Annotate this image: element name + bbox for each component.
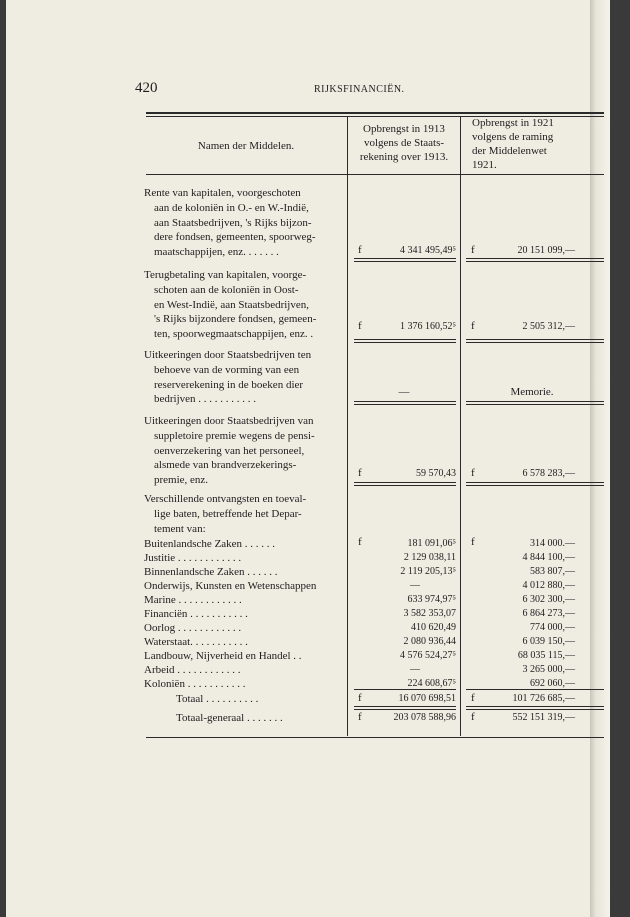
currency-mark: f [358, 692, 362, 704]
header-line: Opbrengst in 1913 [363, 123, 445, 135]
list-item-label: Arbeid . . . . . . . . . . . . [144, 664, 241, 676]
currency-mark: f [358, 320, 362, 332]
list-item-1921: 6 864 273,— [522, 608, 575, 619]
sum-rule [466, 342, 604, 343]
sum-rule [354, 706, 456, 707]
currency-mark: f [471, 711, 475, 723]
row-text-line: Rente van kapitalen, voorgeschoten [144, 187, 301, 199]
row-text-line: oenverzekering van het personeel, [154, 444, 305, 457]
sum-rule [466, 404, 604, 405]
list-item-label: Binnenlandsche Zaken . . . . . . [144, 566, 278, 578]
book-page [6, 0, 610, 917]
row-text-line: Verschillende ontvangsten en toeval- [144, 493, 307, 505]
currency-mark: f [358, 467, 362, 479]
currency-mark: f [471, 536, 475, 548]
list-item-label: Koloniën . . . . . . . . . . . [144, 678, 246, 690]
currency-mark: f [471, 467, 475, 479]
list-item-1921: 4 844 100,— [522, 552, 575, 563]
sum-rule [466, 485, 604, 486]
row-text-line: ten, spoorwegmaatschappijen, enz. . [154, 328, 314, 341]
sum-rule [466, 709, 604, 710]
list-item-1921: 314 000.— [530, 538, 575, 549]
list-item-label: Oorlog . . . . . . . . . . . . [144, 622, 242, 634]
list-item-1921: 774 000,— [530, 622, 575, 633]
row-text-line: en West-Indië, aan Staatsbedrijven, [154, 298, 309, 311]
currency-mark: f [471, 692, 475, 704]
page-number: 420 [135, 80, 158, 96]
value-1921: Memorie. [510, 386, 554, 398]
sum-rule [354, 709, 456, 710]
table-row [144, 268, 346, 342]
value-1913: 4 341 495,49⁵ [400, 245, 456, 256]
table-row [144, 414, 346, 488]
row-text-line: maatschappijen, enz. . . . . . . [154, 246, 279, 259]
row-text-line: aan de koloniën in O.- en W.-Indië, [154, 201, 309, 214]
row-text-line: behoeve van de vorming van een [154, 363, 300, 376]
list-item-1921: 68 035 115,— [517, 650, 575, 661]
list-item-1913: 4 576 524,27⁵ [400, 650, 456, 661]
list-item-label: Buitenlandsche Zaken . . . . . . [144, 538, 276, 550]
row-text-line: alsmede van brandverzekerings- [154, 459, 297, 472]
currency-mark: f [471, 244, 475, 256]
sum-rule [354, 689, 456, 690]
table-top-rule [146, 112, 604, 114]
list-item-1921: 692 060,— [530, 678, 575, 689]
sum-rule [466, 401, 604, 402]
sum-rule [466, 339, 604, 340]
list-item-label: Justitie . . . . . . . . . . . . [144, 552, 242, 564]
list-item-1913: 3 582 353,07 [403, 608, 456, 619]
list-item-1913: 2 129 038,11 [403, 552, 456, 563]
header-line: volgens de raming [472, 131, 554, 143]
table-row [144, 186, 346, 260]
header-line: rekening over 1913. [359, 151, 449, 163]
list-item-1921: 6 039 150,— [522, 636, 575, 647]
list-item-1913: 181 091,06⁵ [407, 538, 456, 549]
currency-mark: f [471, 320, 475, 332]
running-head: RIJKSFINANCIËN. [314, 84, 405, 95]
sum-rule [354, 482, 456, 483]
list-item-label: Marine . . . . . . . . . . . . [144, 594, 242, 606]
header-bottom-rule [146, 174, 604, 175]
misc-intro [144, 492, 346, 536]
header-line: 1921. [472, 159, 497, 171]
row-text-line: aan Staatsbedrijven, 's Rijks bijzon- [154, 216, 312, 229]
sum-rule [354, 258, 456, 259]
sum-rule [466, 258, 604, 259]
value-1921: 6 578 283,— [522, 468, 575, 479]
row-text-line: schoten aan de koloniën in Oost- [154, 283, 299, 296]
table-row [144, 348, 346, 407]
row-text-line: suppletoire premie wegens de pensi- [154, 429, 315, 442]
list-item-label: Waterstaat. . . . . . . . . . . [144, 636, 248, 648]
value-1921: 20 151 099,— [517, 245, 575, 256]
total-1921: 101 726 685,— [512, 693, 575, 704]
sum-rule [466, 261, 604, 262]
sum-rule [466, 706, 604, 707]
table-bottom-rule [146, 737, 604, 738]
row-text-line: dere fondsen, gemeenten, spoorweg- [154, 231, 316, 244]
list-item-1921: 3 265 000,— [522, 664, 575, 675]
list-item-1921: 4 012 880,— [522, 580, 575, 591]
row-text-line: reserverekening in de boeken dier [154, 378, 304, 391]
column-header-name: Namen der Middelen. [197, 140, 295, 152]
column-header-1913 [349, 122, 459, 164]
header-line: volgens de Staats- [363, 137, 445, 149]
row-text-line: Terugbetaling van kapitalen, voorge- [144, 269, 307, 281]
sum-rule [354, 404, 456, 405]
sum-rule [466, 482, 604, 483]
row-text-line: premie, enz. [154, 474, 209, 487]
currency-mark: f [358, 536, 362, 548]
list-item-1913: 2 119 205,13⁵ [400, 566, 456, 577]
sum-rule [466, 689, 604, 690]
column-divider-2 [460, 116, 461, 736]
value-1913: 59 570,43 [416, 468, 456, 479]
row-text-line: tement van: [154, 522, 206, 535]
grand-total-1921: 552 151 319,— [512, 712, 575, 723]
total-1913: 16 070 698,51 [398, 693, 456, 704]
list-item-1913: — [410, 664, 420, 675]
sum-rule [354, 339, 456, 340]
list-item-label: Onderwijs, Kunsten en Wetenschappen [144, 580, 317, 592]
header-line: Opbrengst in 1921 [472, 117, 554, 129]
sum-rule [354, 401, 456, 402]
list-item-1921: 6 302 300,— [522, 594, 575, 605]
list-item-label: Landbouw, Nijverheid en Handel . . [144, 650, 302, 662]
grand-total-label: Totaal-generaal . . . . . . . [176, 712, 283, 724]
row-text-line: bedrijven . . . . . . . . . . . [154, 393, 257, 406]
total-label: Totaal . . . . . . . . . . [176, 693, 259, 705]
row-text-line: 's Rijks bijzondere fondsen, gemeen- [154, 313, 317, 326]
header-line: der Middelenwet [472, 145, 547, 157]
list-item-label: Financiën . . . . . . . . . . . [144, 608, 248, 620]
value-1913: — [398, 386, 410, 398]
currency-mark: f [358, 711, 362, 723]
value-1913: 1 376 160,52⁵ [400, 321, 456, 332]
currency-mark: f [358, 244, 362, 256]
column-divider-1 [347, 116, 348, 736]
list-item-1913: 2 080 936,44 [403, 636, 456, 647]
row-text-line: Uitkeeringen door Staatsbedrijven van [144, 415, 314, 427]
sum-rule [354, 342, 456, 343]
list-item-1913: 224 608,67⁵ [407, 678, 456, 689]
list-item-1913: 633 974,97⁵ [407, 594, 456, 605]
grand-total-1913: 203 078 588,96 [393, 712, 456, 723]
row-text-line: Uitkeeringen door Staatsbedrijven ten [144, 349, 312, 361]
value-1921: 2 505 312,— [522, 321, 575, 332]
sum-rule [354, 485, 456, 486]
sum-rule [354, 261, 456, 262]
list-item-1913: — [410, 580, 420, 591]
row-text-line: lige baten, betreffende het Depar- [154, 507, 302, 520]
list-item-1913: 410 620,49 [411, 622, 456, 633]
list-item-1921: 583 807,— [530, 566, 575, 577]
column-header-1921 [462, 116, 602, 172]
